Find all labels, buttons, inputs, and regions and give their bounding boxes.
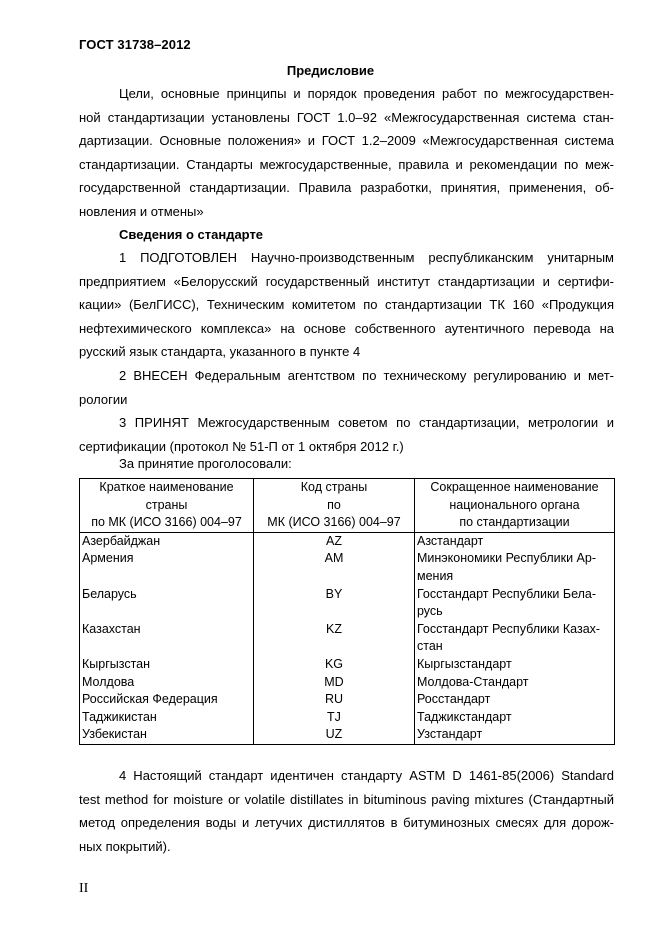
standards-body-cell: Госстандарт Республики Казах- стан xyxy=(415,621,615,656)
page-number: II xyxy=(79,881,89,896)
preface-paragraph xyxy=(79,82,614,224)
standards-body-cell: Минэкономики Республики Ар- мения xyxy=(415,550,615,585)
table-header-row xyxy=(80,479,615,533)
text-line: рологии xyxy=(79,391,128,407)
country-cell: Азербайджан xyxy=(80,532,254,550)
voting-countries-table xyxy=(79,478,615,745)
standards-body-cell: Азстандарт xyxy=(415,532,615,550)
text-line: русский язык стандарта, указанного в пункте 4 xyxy=(79,344,361,360)
code-cell: KZ xyxy=(254,621,415,656)
text-line: кации» (БелГИСС), Техническим комитетом по стандартизации ТК 160 «Продукция xyxy=(79,297,614,313)
standards-body-cell: Узстандарт xyxy=(415,726,615,744)
code-cell: KG xyxy=(254,656,415,674)
standards-body-cell: Молдова-Стандарт xyxy=(415,674,615,692)
text-line: метод определения воды и летучих дистиллятов в битуминозных смесях для дорож- xyxy=(79,815,614,831)
country-cell: Казахстан xyxy=(80,621,254,656)
code-cell: RU xyxy=(254,691,415,709)
item-4-paragraph xyxy=(79,764,614,858)
text-line: новления и отмены» xyxy=(79,203,204,219)
text-line: ной стандартизации установлены ГОСТ 1.0–92 «Межгосударственная система стан- xyxy=(79,109,614,125)
text-line: государственной стандартизации. Правила разработки, принятия, применения, об- xyxy=(79,180,614,196)
header-country-code: Код страны по МК (ИСО 3166) 004–97 xyxy=(254,479,415,533)
country-cell: Кыргызстан xyxy=(80,656,254,674)
country-cell: Узбекистан xyxy=(80,726,254,744)
code-cell: TJ xyxy=(254,709,415,727)
header-country-name: Краткое наименование страны по МК (ИСО 3166) 004–97 xyxy=(80,479,254,533)
item-1-paragraph xyxy=(79,246,614,364)
text-line: 4 Настоящий стандарт идентичен стандарту ASTM D 1461-85(2006) Standard xyxy=(119,768,614,783)
text-line: test method for moisture or volatile distillates in bituminous paving mixtures (Стандартный xyxy=(79,791,614,807)
country-cell: Таджикистан xyxy=(80,709,254,727)
text-line: ных покрытий). xyxy=(79,838,171,854)
about-standard-title: Сведения о стандарте xyxy=(119,227,264,242)
table-row xyxy=(80,621,615,656)
code-cell: MD xyxy=(254,674,415,692)
standards-body-cell: Таджикстандарт xyxy=(415,709,615,727)
item-2-paragraph xyxy=(79,364,614,411)
table-row xyxy=(80,586,615,621)
text-line: 1 ПОДГОТОВЛЕН Научно-производственным республиканским унитарным xyxy=(119,250,614,265)
voted-label: За принятие проголосовали: xyxy=(119,456,292,471)
text-line: предприятием «Белорусский государственный институт стандартизации и сертифи- xyxy=(79,273,614,289)
text-line: 3 ПРИНЯТ Межгосударственным советом по стандартизации, метрологии и xyxy=(119,415,614,430)
standards-body-cell: Росстандарт xyxy=(415,691,615,709)
standards-body-cell: Кыргызстандарт xyxy=(415,656,615,674)
code-cell: UZ xyxy=(254,726,415,744)
country-cell: Армения xyxy=(80,550,254,585)
table-row xyxy=(80,532,615,550)
text-line: Цели, основные принципы и порядок проведения работ по межгосударствен- xyxy=(119,86,614,101)
text-line: дартизации. Основные положения» и ГОСТ 1.2–2009 «Межгосударственная система xyxy=(79,133,614,149)
standards-body-cell: Госстандарт Республики Бела- русь xyxy=(415,586,615,621)
table-row xyxy=(80,656,615,674)
country-cell: Беларусь xyxy=(80,586,254,621)
table-row xyxy=(80,691,615,709)
country-cell: Молдова xyxy=(80,674,254,692)
preface-title: Предисловие xyxy=(286,63,375,78)
text-line: сертификации (протокол № 51-П от 1 октября 2012 г.) xyxy=(79,438,404,454)
table-row xyxy=(80,674,615,692)
table-row xyxy=(80,550,615,585)
text-line: нефтехимического комплекса» на основе собственного аутентичного перевода на xyxy=(79,320,614,336)
code-cell: BY xyxy=(254,586,415,621)
document-id-header: ГОСТ 31738–2012 xyxy=(79,37,191,52)
country-cell: Российская Федерация xyxy=(80,691,254,709)
text-line: стандартизации. Стандарты межгосударственные, правила и рекомендации по меж- xyxy=(79,156,614,172)
text-line: 2 ВНЕСЕН Федеральным агентством по техническому регулированию и мет- xyxy=(119,368,614,383)
code-cell: AM xyxy=(254,550,415,585)
header-standards-body: Сокращенное наименование национального органа по стандартизации xyxy=(415,479,615,533)
table-row xyxy=(80,726,615,744)
table-row xyxy=(80,709,615,727)
code-cell: AZ xyxy=(254,532,415,550)
